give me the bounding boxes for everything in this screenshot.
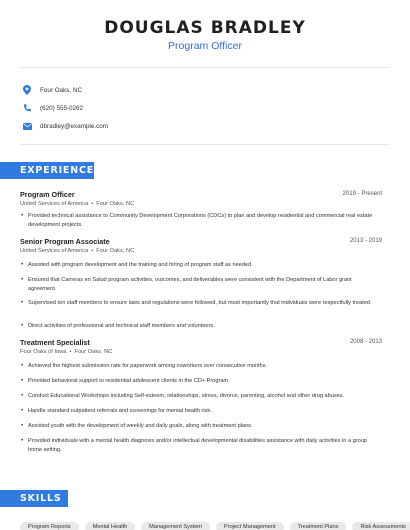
job-company: United Services of America xyxy=(20,248,89,254)
email-text: dbradley@example.com xyxy=(40,122,108,130)
skill-chip: Project Management xyxy=(216,522,284,530)
job-location: Four Oaks, NC xyxy=(96,248,135,254)
contact-location xyxy=(22,84,82,96)
job-company: Four Oaks of Iowa xyxy=(20,349,67,355)
job-bullet: • Ensured that Carreras en Salud program activities, outcomes, and deliverables were consistent with the Department of Labor grant agreement. xyxy=(20,276,375,293)
job-bullet: • Supervised ten staff members to ensure laws and regulations were followed, but most importantly that individuals were respectfully treated. xyxy=(20,299,375,308)
job-title: Program Officer xyxy=(20,190,75,199)
job-company-line: United Services of America • Four Oaks, NC xyxy=(20,201,135,207)
email-icon xyxy=(22,121,32,131)
contact-email xyxy=(22,120,108,132)
skill-chip: Risk Assessments xyxy=(352,522,410,530)
contact-phone xyxy=(22,102,83,114)
job-bullet: • Handle standard outpatient referrals and screenings for mental health risk. xyxy=(20,407,375,416)
job-company-line: Four Oaks of Iowa • Four Oaks, NC xyxy=(20,349,113,355)
location-pin-icon xyxy=(22,85,32,95)
skills-list xyxy=(20,522,410,530)
job-title: Treatment Specialist xyxy=(20,338,90,347)
job-dates: 2008 - 2013 xyxy=(349,339,382,345)
job-dates: 2013 - 2019 xyxy=(349,238,382,244)
job-bullet: • Provided technical assistance to Community Development Corporations (CDCs) to plan and develop residential and commercial real estate development projects. xyxy=(20,212,375,229)
job-company: United Services of America xyxy=(20,201,89,207)
job-company-line: United Services of America • Four Oaks, NC xyxy=(20,248,135,254)
section-header-experience: EXPERIENCE xyxy=(0,162,94,179)
job-bullet: • Assisted youth with the development of weekly and daily goals, along with treatment plans. xyxy=(20,422,375,431)
skill-chip: Program Reports xyxy=(20,522,79,530)
location-text: Four Oaks, NC xyxy=(40,86,82,94)
phone-text: (620) 555-0262 xyxy=(40,104,84,112)
skill-chip: Treatment Plans xyxy=(290,522,347,530)
section-header-skills: SKILLS xyxy=(0,490,68,507)
candidate-name: DOUGLAS BRADLEY xyxy=(104,18,306,38)
candidate-role: Program Officer xyxy=(168,40,242,52)
job-location: Four Oaks, NC xyxy=(96,201,135,207)
job-bullet: • Provided behavioral support to residential adolescent clients in the CD+ Program. xyxy=(20,377,375,386)
phone-icon xyxy=(22,103,32,113)
job-bullet: • Conduct Educational Workshops including Self-esteem, relationships, stress, divorce, parenting, alcohol and other drug abuses. xyxy=(20,392,375,401)
skill-chip: Mental Health xyxy=(85,522,136,530)
job-bullet: • Direct activities of professional and technical staff members and volunteers. xyxy=(20,322,375,331)
job-bullet: • Assisted with program development and the training and hiring of program staff as needed. xyxy=(20,261,375,270)
header-divider xyxy=(20,67,390,68)
skill-chip: Management System xyxy=(141,522,210,530)
job-bullet: • Provided individuals with a mental health diagnosis and/or intellectual developmental disabilities assistance with daily activities in a group home setting. xyxy=(20,437,375,454)
job-dates: 2019 - Present xyxy=(342,191,382,197)
contact-divider xyxy=(20,144,390,145)
job-location: Four Oaks, NC xyxy=(74,349,113,355)
job-bullet: • Achieved the highest submission rate for paperwork among coworkers over consecutive months. xyxy=(20,362,375,371)
job-title: Senior Program Associate xyxy=(20,237,110,246)
